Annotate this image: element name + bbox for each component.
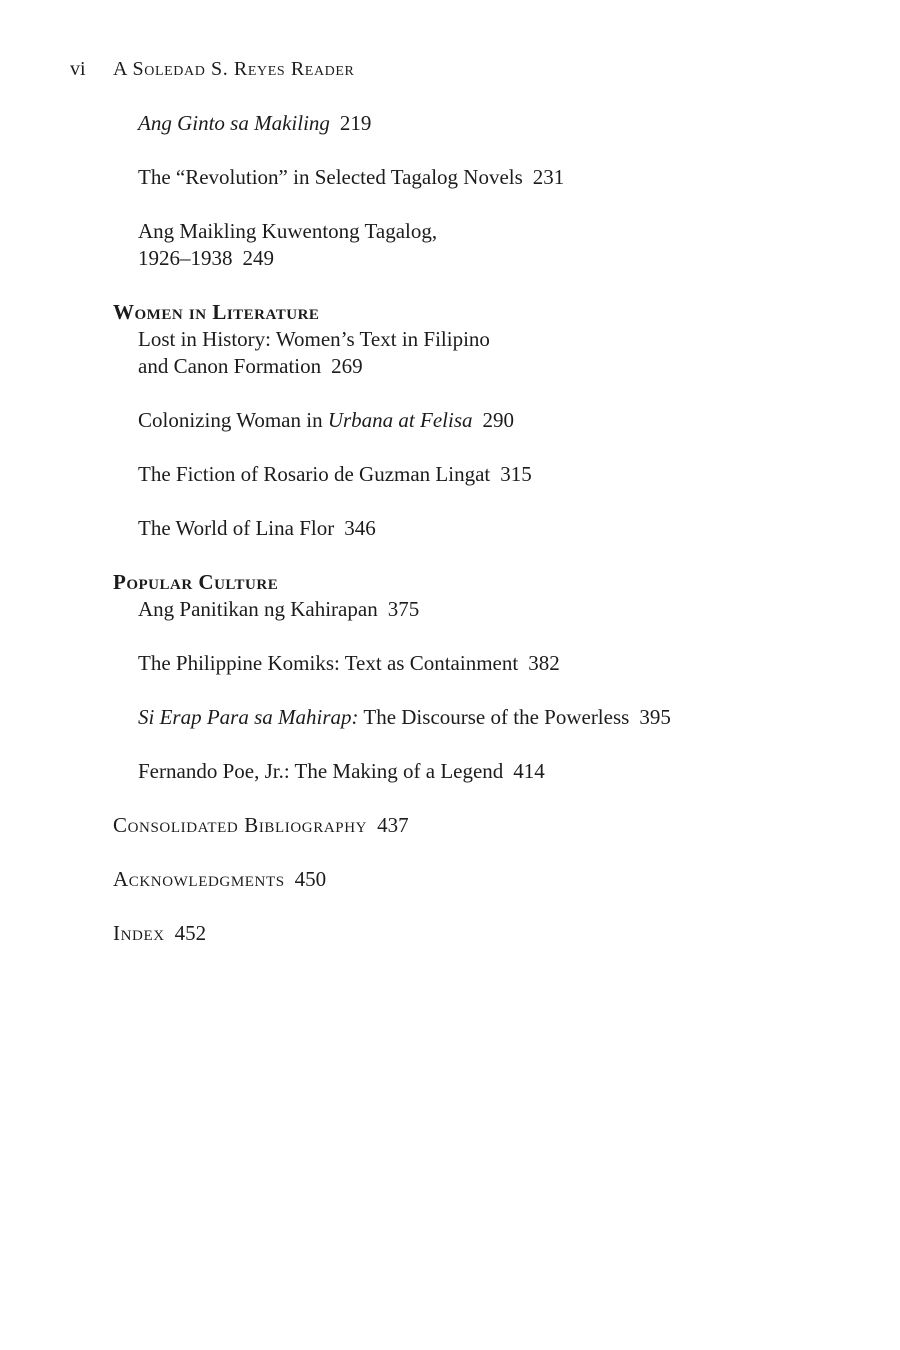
toc-entry	[138, 650, 833, 677]
entry-title-line2: 1926–1938	[138, 246, 233, 270]
toc-entry-index	[113, 920, 833, 947]
page-number: 290	[482, 408, 515, 432]
toc-entry	[138, 326, 833, 380]
page-number: 452	[174, 921, 207, 945]
entry-title: The Discourse of the Powerless	[358, 705, 630, 729]
toc-entry	[138, 407, 833, 434]
toc-entry	[138, 461, 833, 488]
toc-entry	[138, 218, 833, 272]
entry-title-line1: Lost in History: Women’s Text in Filipino	[138, 327, 490, 351]
toc-entry	[138, 110, 833, 137]
entry-title-italic: Ang Ginto sa Makiling	[138, 111, 330, 135]
page-number: 375	[387, 597, 420, 621]
running-title: A Soledad S. Reyes Reader	[113, 58, 355, 80]
entry-title-italic: Urbana at Felisa	[327, 408, 473, 432]
page-number: 219	[339, 111, 372, 135]
page-number: 315	[500, 462, 532, 486]
page-number: 382	[528, 651, 560, 675]
section-heading-women-in-literature: Women in Literature	[113, 300, 320, 324]
page-number: 249	[242, 246, 274, 270]
toc-entry	[138, 704, 833, 731]
entry-title: Acknowledgments	[113, 867, 285, 891]
page-number: 414	[513, 759, 545, 783]
page-header	[70, 58, 354, 81]
entry-title: Index	[113, 921, 165, 945]
toc-entry	[138, 515, 833, 542]
toc-entry-acknowledgments	[113, 866, 833, 893]
entry-title: Consolidated Bibliography	[113, 813, 368, 837]
entry-title: Ang Panitikan ng Kahirapan	[138, 597, 378, 621]
entry-title-line1: Ang Maikling Kuwentong Tagalog,	[138, 219, 438, 243]
entry-title: The World of Lina Flor	[138, 516, 335, 540]
toc-entry	[138, 596, 833, 623]
toc-entry	[138, 758, 833, 785]
page-number: 231	[532, 165, 565, 189]
entry-title: Colonizing Woman in	[138, 408, 328, 432]
page-number: 450	[294, 867, 327, 891]
toc-entry	[138, 164, 833, 191]
page-number: 395	[639, 705, 671, 729]
page-number: 269	[331, 354, 363, 378]
table-of-contents	[113, 110, 833, 974]
section-heading-popular-culture: Popular Culture	[113, 570, 279, 594]
entry-title: The “Revolution” in Selected Tagalog Novels	[138, 165, 523, 189]
entry-title-italic: Si Erap Para sa Mahirap:	[138, 705, 359, 729]
toc-entry-bibliography	[113, 812, 833, 839]
entry-title-line2: and Canon Formation	[138, 354, 322, 378]
folio: vi	[70, 58, 86, 80]
entry-title: The Fiction of Rosario de Guzman Lingat	[138, 462, 491, 486]
page-number: 437	[377, 813, 409, 837]
entry-title: The Philippine Komiks: Text as Containment	[138, 651, 519, 675]
page-number: 346	[344, 516, 376, 540]
entry-title: Fernando Poe, Jr.: The Making of a Legend	[138, 759, 504, 783]
